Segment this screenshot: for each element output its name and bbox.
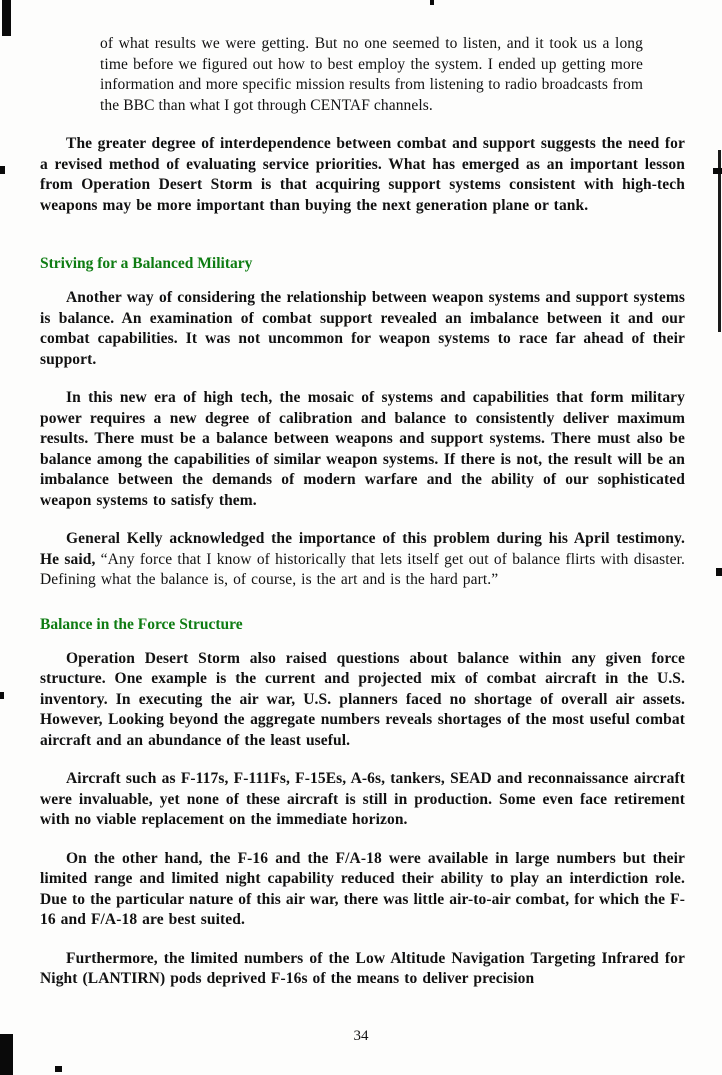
paragraph-aircraft: Aircraft such as F-117s, F-111Fs, F-15Es, A-6s, tankers, SEAD and reconnaissance aircraft were invaluable, yet none of these aircraft is still in production. Some even face retirement with no viable replacement on the immediate horizon. — [40, 770, 685, 828]
scan-artifact — [713, 168, 722, 174]
page-number: 34 — [353, 1028, 369, 1044]
scan-artifact — [0, 692, 4, 699]
paragraph-kelly — [40, 529, 685, 591]
paragraph-f16: On the other hand, the F-16 and the F/A-18 were available in large numbers but their limited range and limited night capability reduced their ability to play an interdiction role. Due to the particular nature of this air war, there was little air-to-air combat, for which the F-16 and F/A-18 are best suited. — [40, 849, 685, 928]
paragraph-balance: Another way of considering the relationship between weapon systems and support systems is balance. An examination of combat support revealed an imbalance between it and our combat capabilities. It was not uncommon for weapon systems to race far ahead of their support. — [40, 289, 685, 368]
scan-artifact — [0, 166, 5, 174]
paragraph-interdependence: The greater degree of interdependence between combat and support suggests the need for a revised method of evaluating service priorities. What has emerged as an important lesson from Operation Desert Storm is that acquiring support systems consistent with high-tech weapons may be more important than buying the next generation plane or tank. — [40, 135, 685, 214]
scan-artifact — [718, 150, 721, 332]
scan-artifact — [2, 0, 11, 36]
section-heading-balanced-military: Striving for a Balanced Military — [40, 255, 253, 272]
paragraph-kelly-quote: “Any force that I know of historically that lets itself get out of balance flirts with disaster. Defining what the balance is, of course, is the art and is the hard part.” — [40, 550, 686, 588]
scan-artifact — [55, 1066, 62, 1072]
page-content — [40, 34, 685, 990]
scan-artifact — [430, 0, 434, 5]
paragraph-force-structure: Operation Desert Storm also raised questions about balance within any given force structure. One example is the current and projected mix of combat aircraft in the U.S. inventory. In executing the air war, U.S. planners faced no shortage of overall air assets. However, Looking beyond the aggregate numbers reveals shortages of the most useful combat aircraft and an abundance of the least useful. — [40, 649, 685, 749]
paragraph-high-tech: In this new era of high tech, the mosaic of systems and capabilities that form military power requires a new degree of calibration and balance to consistently deliver maximum results. There must be a balance between weapons and support systems. There must also be balance among the capabilities of similar weapon systems. If there is not, the result will be an imbalance between the demands of modern warfare and the ability of our sophisticated weapon systems to satisfy them. — [40, 389, 685, 509]
paragraph-lantirn: Furthermore, the limited numbers of the Low Altitude Navigation Targeting Infrared for Night (LANTIRN) pods deprived F-16s of the means to deliver precision — [40, 949, 685, 987]
paragraph-kelly-lead: General Kelly acknowledged the importance of this problem during his April testimony. He said, — [40, 530, 685, 568]
scan-artifact — [716, 568, 722, 576]
block-quote: of what results we were getting. But no one seemed to listen, and it took us a long time before we figured out how to best employ the system. I ended up getting more information and more specific mission results from listening to radio broadcasts from the BBC than what I got through CENTAF channels. — [100, 35, 643, 114]
section-heading-force-structure: Balance in the Force Structure — [40, 615, 243, 633]
